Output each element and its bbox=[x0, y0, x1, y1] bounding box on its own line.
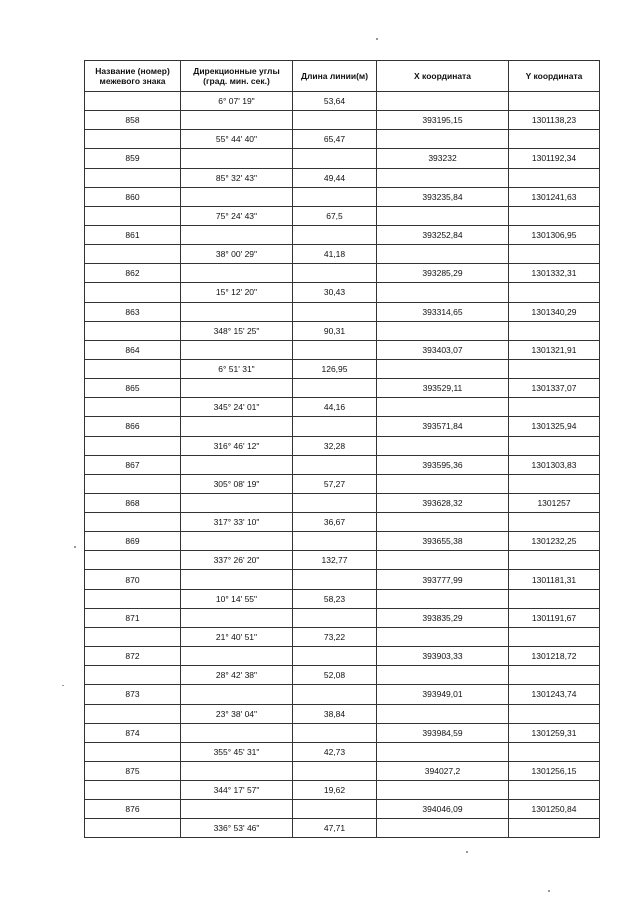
header-y-coordinate: Y координата bbox=[509, 61, 600, 92]
line-length: 65,47 bbox=[293, 130, 377, 149]
x-coordinate: 393235,84 bbox=[377, 187, 509, 206]
empty-cell bbox=[85, 513, 181, 532]
direction-angle: 38° 00' 29" bbox=[181, 245, 293, 264]
empty-cell bbox=[181, 647, 293, 666]
empty-cell bbox=[181, 493, 293, 512]
line-length: 90,31 bbox=[293, 321, 377, 340]
y-coordinate: 1301321,91 bbox=[509, 340, 600, 359]
table-row bbox=[85, 666, 600, 685]
table-row bbox=[85, 417, 600, 436]
table-row bbox=[85, 92, 600, 111]
table-row bbox=[85, 398, 600, 417]
empty-cell bbox=[377, 819, 509, 838]
empty-cell bbox=[293, 685, 377, 704]
empty-cell bbox=[85, 819, 181, 838]
empty-cell bbox=[181, 761, 293, 780]
table-row bbox=[85, 474, 600, 493]
line-length: 38,84 bbox=[293, 704, 377, 723]
empty-cell bbox=[85, 436, 181, 455]
table-row bbox=[85, 647, 600, 666]
empty-cell bbox=[293, 111, 377, 130]
scan-speck bbox=[376, 38, 378, 40]
empty-cell bbox=[509, 704, 600, 723]
empty-cell bbox=[377, 666, 509, 685]
y-coordinate: 1301218,72 bbox=[509, 647, 600, 666]
empty-cell bbox=[377, 627, 509, 646]
table-row bbox=[85, 781, 600, 800]
empty-cell bbox=[85, 781, 181, 800]
table-row bbox=[85, 493, 600, 512]
empty-cell bbox=[509, 513, 600, 532]
empty-cell bbox=[509, 130, 600, 149]
line-length: 47,71 bbox=[293, 819, 377, 838]
line-length: 42,73 bbox=[293, 742, 377, 761]
empty-cell bbox=[509, 359, 600, 378]
y-coordinate: 1301257 bbox=[509, 493, 600, 512]
empty-cell bbox=[181, 570, 293, 589]
x-coordinate: 393903,33 bbox=[377, 647, 509, 666]
empty-cell bbox=[85, 359, 181, 378]
empty-cell bbox=[181, 187, 293, 206]
empty-cell bbox=[293, 379, 377, 398]
table-row bbox=[85, 379, 600, 398]
point-name: 863 bbox=[85, 302, 181, 321]
table-row bbox=[85, 589, 600, 608]
line-length: 44,16 bbox=[293, 398, 377, 417]
empty-cell bbox=[377, 321, 509, 340]
x-coordinate: 393571,84 bbox=[377, 417, 509, 436]
empty-cell bbox=[509, 92, 600, 111]
empty-cell bbox=[377, 245, 509, 264]
empty-cell bbox=[293, 340, 377, 359]
x-coordinate: 393529,11 bbox=[377, 379, 509, 398]
empty-cell bbox=[181, 455, 293, 474]
empty-cell bbox=[377, 513, 509, 532]
x-coordinate: 393232 bbox=[377, 149, 509, 168]
table-row bbox=[85, 627, 600, 646]
line-length: 132,77 bbox=[293, 551, 377, 570]
empty-cell bbox=[181, 264, 293, 283]
table-row bbox=[85, 206, 600, 225]
table-header-row bbox=[85, 61, 600, 92]
empty-cell bbox=[85, 168, 181, 187]
point-name: 860 bbox=[85, 187, 181, 206]
y-coordinate: 1301259,31 bbox=[509, 723, 600, 742]
line-length: 41,18 bbox=[293, 245, 377, 264]
table-row bbox=[85, 608, 600, 627]
point-name: 865 bbox=[85, 379, 181, 398]
scan-speck bbox=[548, 890, 550, 892]
y-coordinate: 1301337,07 bbox=[509, 379, 600, 398]
x-coordinate: 394027,2 bbox=[377, 761, 509, 780]
point-name: 872 bbox=[85, 647, 181, 666]
direction-angle: 55° 44' 40" bbox=[181, 130, 293, 149]
point-name: 862 bbox=[85, 264, 181, 283]
table-row bbox=[85, 455, 600, 474]
scan-speck bbox=[74, 546, 76, 548]
direction-angle: 317° 33' 10" bbox=[181, 513, 293, 532]
point-name: 873 bbox=[85, 685, 181, 704]
x-coordinate: 393949,01 bbox=[377, 685, 509, 704]
header-point-name: Название (номер) межевого знака bbox=[85, 61, 181, 92]
empty-cell bbox=[85, 704, 181, 723]
x-coordinate: 393252,84 bbox=[377, 225, 509, 244]
line-length: 126,95 bbox=[293, 359, 377, 378]
table-row bbox=[85, 551, 600, 570]
direction-angle: 85° 32' 43" bbox=[181, 168, 293, 187]
empty-cell bbox=[377, 781, 509, 800]
direction-angle: 305° 08' 19" bbox=[181, 474, 293, 493]
table-row bbox=[85, 704, 600, 723]
y-coordinate: 1301138,23 bbox=[509, 111, 600, 130]
empty-cell bbox=[509, 742, 600, 761]
direction-angle: 75° 24' 43" bbox=[181, 206, 293, 225]
y-coordinate: 1301232,25 bbox=[509, 532, 600, 551]
direction-angle: 316° 46' 12" bbox=[181, 436, 293, 455]
table-row bbox=[85, 264, 600, 283]
x-coordinate: 393655,38 bbox=[377, 532, 509, 551]
empty-cell bbox=[85, 398, 181, 417]
empty-cell bbox=[377, 704, 509, 723]
empty-cell bbox=[181, 723, 293, 742]
empty-cell bbox=[181, 111, 293, 130]
x-coordinate: 393195,15 bbox=[377, 111, 509, 130]
empty-cell bbox=[181, 685, 293, 704]
table-row bbox=[85, 302, 600, 321]
point-name: 874 bbox=[85, 723, 181, 742]
point-name: 866 bbox=[85, 417, 181, 436]
direction-angle: 345° 24' 01" bbox=[181, 398, 293, 417]
empty-cell bbox=[509, 436, 600, 455]
header-x-coordinate: X координата bbox=[377, 61, 509, 92]
empty-cell bbox=[293, 225, 377, 244]
empty-cell bbox=[85, 474, 181, 493]
empty-cell bbox=[509, 474, 600, 493]
empty-cell bbox=[377, 359, 509, 378]
direction-angle: 10° 14' 55" bbox=[181, 589, 293, 608]
table-row bbox=[85, 723, 600, 742]
empty-cell bbox=[85, 666, 181, 685]
table-row bbox=[85, 819, 600, 838]
empty-cell bbox=[293, 264, 377, 283]
empty-cell bbox=[181, 532, 293, 551]
empty-cell bbox=[377, 589, 509, 608]
x-coordinate: 393835,29 bbox=[377, 608, 509, 627]
table-row bbox=[85, 283, 600, 302]
point-name: 861 bbox=[85, 225, 181, 244]
empty-cell bbox=[509, 666, 600, 685]
empty-cell bbox=[293, 417, 377, 436]
header-direction-angle: Дирекционные углы (град. мин. сек.) bbox=[181, 61, 293, 92]
empty-cell bbox=[377, 168, 509, 187]
empty-cell bbox=[181, 302, 293, 321]
table-row bbox=[85, 742, 600, 761]
line-length: 67,5 bbox=[293, 206, 377, 225]
x-coordinate: 393285,29 bbox=[377, 264, 509, 283]
direction-angle: 344° 17' 57" bbox=[181, 781, 293, 800]
line-length: 57,27 bbox=[293, 474, 377, 493]
empty-cell bbox=[85, 283, 181, 302]
point-name: 868 bbox=[85, 493, 181, 512]
point-name: 871 bbox=[85, 608, 181, 627]
empty-cell bbox=[181, 608, 293, 627]
empty-cell bbox=[181, 800, 293, 819]
empty-cell bbox=[509, 781, 600, 800]
y-coordinate: 1301306,95 bbox=[509, 225, 600, 244]
line-length: 32,28 bbox=[293, 436, 377, 455]
y-coordinate: 1301332,31 bbox=[509, 264, 600, 283]
direction-angle: 6° 07' 19" bbox=[181, 92, 293, 111]
empty-cell bbox=[509, 627, 600, 646]
table-body bbox=[85, 92, 600, 838]
direction-angle: 348° 15' 25" bbox=[181, 321, 293, 340]
table-row bbox=[85, 245, 600, 264]
line-length: 30,43 bbox=[293, 283, 377, 302]
empty-cell bbox=[293, 761, 377, 780]
direction-angle: 336° 53' 46" bbox=[181, 819, 293, 838]
direction-angle: 21° 40' 51" bbox=[181, 627, 293, 646]
y-coordinate: 1301250,84 bbox=[509, 800, 600, 819]
table-row bbox=[85, 225, 600, 244]
table-row bbox=[85, 168, 600, 187]
point-name: 870 bbox=[85, 570, 181, 589]
line-length: 73,22 bbox=[293, 627, 377, 646]
empty-cell bbox=[293, 302, 377, 321]
empty-cell bbox=[293, 570, 377, 589]
table-row bbox=[85, 111, 600, 130]
coordinates-sheet bbox=[84, 60, 599, 838]
empty-cell bbox=[377, 130, 509, 149]
empty-cell bbox=[181, 417, 293, 436]
empty-cell bbox=[377, 92, 509, 111]
y-coordinate: 1301303,83 bbox=[509, 455, 600, 474]
empty-cell bbox=[85, 627, 181, 646]
empty-cell bbox=[509, 321, 600, 340]
direction-angle: 6° 51' 31" bbox=[181, 359, 293, 378]
empty-cell bbox=[293, 532, 377, 551]
empty-cell bbox=[377, 206, 509, 225]
table-row bbox=[85, 570, 600, 589]
line-length: 19,62 bbox=[293, 781, 377, 800]
x-coordinate: 393314,65 bbox=[377, 302, 509, 321]
line-length: 49,44 bbox=[293, 168, 377, 187]
x-coordinate: 393777,99 bbox=[377, 570, 509, 589]
empty-cell bbox=[181, 340, 293, 359]
y-coordinate: 1301181,31 bbox=[509, 570, 600, 589]
point-name: 859 bbox=[85, 149, 181, 168]
empty-cell bbox=[293, 647, 377, 666]
empty-cell bbox=[85, 130, 181, 149]
empty-cell bbox=[509, 551, 600, 570]
point-name: 864 bbox=[85, 340, 181, 359]
table-row bbox=[85, 685, 600, 704]
empty-cell bbox=[509, 398, 600, 417]
empty-cell bbox=[293, 455, 377, 474]
direction-angle: 23° 38' 04" bbox=[181, 704, 293, 723]
y-coordinate: 1301256,15 bbox=[509, 761, 600, 780]
scan-speck bbox=[466, 851, 468, 853]
table-row bbox=[85, 436, 600, 455]
y-coordinate: 1301192,34 bbox=[509, 149, 600, 168]
x-coordinate: 393403,07 bbox=[377, 340, 509, 359]
y-coordinate: 1301241,63 bbox=[509, 187, 600, 206]
empty-cell bbox=[377, 283, 509, 302]
empty-cell bbox=[85, 321, 181, 340]
direction-angle: 355° 45' 31" bbox=[181, 742, 293, 761]
empty-cell bbox=[509, 168, 600, 187]
x-coordinate: 393595,36 bbox=[377, 455, 509, 474]
x-coordinate: 394046,09 bbox=[377, 800, 509, 819]
empty-cell bbox=[293, 723, 377, 742]
empty-cell bbox=[85, 92, 181, 111]
empty-cell bbox=[85, 206, 181, 225]
line-length: 58,23 bbox=[293, 589, 377, 608]
empty-cell bbox=[293, 187, 377, 206]
x-coordinate: 393984,59 bbox=[377, 723, 509, 742]
table-row bbox=[85, 321, 600, 340]
x-coordinate: 393628,32 bbox=[377, 493, 509, 512]
empty-cell bbox=[509, 206, 600, 225]
empty-cell bbox=[377, 742, 509, 761]
scan-speck bbox=[62, 685, 64, 686]
empty-cell bbox=[181, 149, 293, 168]
table-row bbox=[85, 513, 600, 532]
empty-cell bbox=[85, 551, 181, 570]
line-length: 53,64 bbox=[293, 92, 377, 111]
empty-cell bbox=[377, 551, 509, 570]
empty-cell bbox=[509, 589, 600, 608]
y-coordinate: 1301243,74 bbox=[509, 685, 600, 704]
table-row bbox=[85, 761, 600, 780]
empty-cell bbox=[85, 589, 181, 608]
empty-cell bbox=[293, 608, 377, 627]
point-name: 867 bbox=[85, 455, 181, 474]
direction-angle: 28° 42' 38" bbox=[181, 666, 293, 685]
table-row bbox=[85, 187, 600, 206]
empty-cell bbox=[509, 245, 600, 264]
line-length: 52,08 bbox=[293, 666, 377, 685]
y-coordinate: 1301191,67 bbox=[509, 608, 600, 627]
table-row bbox=[85, 340, 600, 359]
empty-cell bbox=[85, 742, 181, 761]
empty-cell bbox=[377, 474, 509, 493]
table-row bbox=[85, 359, 600, 378]
y-coordinate: 1301340,29 bbox=[509, 302, 600, 321]
table-row bbox=[85, 149, 600, 168]
empty-cell bbox=[377, 436, 509, 455]
point-name: 875 bbox=[85, 761, 181, 780]
empty-cell bbox=[181, 225, 293, 244]
table-row bbox=[85, 130, 600, 149]
y-coordinate: 1301325,94 bbox=[509, 417, 600, 436]
table-row bbox=[85, 800, 600, 819]
empty-cell bbox=[509, 283, 600, 302]
empty-cell bbox=[293, 800, 377, 819]
point-name: 858 bbox=[85, 111, 181, 130]
empty-cell bbox=[293, 493, 377, 512]
line-length: 36,67 bbox=[293, 513, 377, 532]
empty-cell bbox=[181, 379, 293, 398]
point-name: 876 bbox=[85, 800, 181, 819]
empty-cell bbox=[85, 245, 181, 264]
header-line-length: Длина линии(м) bbox=[293, 61, 377, 92]
point-name: 869 bbox=[85, 532, 181, 551]
direction-angle: 15° 12' 20" bbox=[181, 283, 293, 302]
empty-cell bbox=[509, 819, 600, 838]
coordinates-table bbox=[84, 60, 600, 838]
empty-cell bbox=[293, 149, 377, 168]
direction-angle: 337° 26' 20" bbox=[181, 551, 293, 570]
empty-cell bbox=[377, 398, 509, 417]
table-row bbox=[85, 532, 600, 551]
